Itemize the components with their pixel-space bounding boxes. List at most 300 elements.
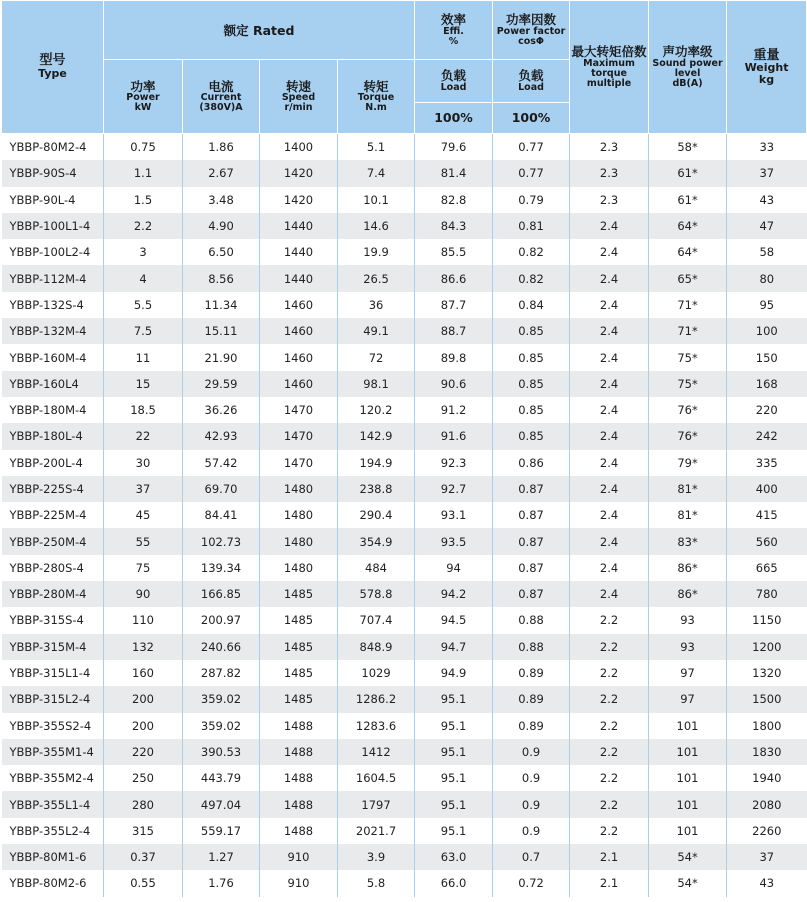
cell-current: 6.50 (183, 239, 260, 265)
cell-max-torque: 2.2 (570, 713, 649, 739)
table-row (2, 870, 807, 896)
cell-sound-power: 83* (649, 528, 727, 554)
cell-sound-power: 93 (649, 634, 727, 660)
header-power: 功率 Power kW (104, 60, 183, 134)
cell-efficiency: 63.0 (415, 844, 493, 870)
cell-max-torque: 2.4 (570, 397, 649, 423)
table-row (2, 607, 807, 633)
cell-current: 102.73 (183, 528, 260, 554)
cell-sound-power: 54* (649, 870, 727, 896)
cell-speed: 1460 (260, 318, 338, 344)
cell-sound-power: 76* (649, 423, 727, 449)
cell-efficiency: 95.1 (415, 713, 493, 739)
cell-type: YBBP-90S-4 (2, 160, 104, 186)
cell-type: YBBP-250M-4 (2, 528, 104, 554)
cell-power: 45 (104, 502, 183, 528)
cell-power-factor: 0.9 (493, 739, 570, 765)
cell-type: YBBP-225M-4 (2, 502, 104, 528)
cell-type: YBBP-132S-4 (2, 292, 104, 318)
cell-weight: 1940 (727, 765, 807, 791)
cell-power: 160 (104, 660, 183, 686)
cell-power: 7.5 (104, 318, 183, 344)
cell-max-torque: 2.4 (570, 265, 649, 291)
cell-max-torque: 2.4 (570, 528, 649, 554)
cell-type: YBBP-315L2-4 (2, 686, 104, 712)
cell-max-torque: 2.1 (570, 870, 649, 896)
cell-current: 84.41 (183, 502, 260, 528)
cell-weight: 1500 (727, 686, 807, 712)
table-row (2, 686, 807, 712)
cell-weight: 335 (727, 450, 807, 476)
cell-weight: 95 (727, 292, 807, 318)
cell-current: 15.11 (183, 318, 260, 344)
cell-weight: 100 (727, 318, 807, 344)
cell-efficiency: 95.1 (415, 791, 493, 817)
cell-power: 55 (104, 528, 183, 554)
cell-sound-power: 61* (649, 187, 727, 213)
cell-power-factor: 0.87 (493, 555, 570, 581)
cell-power-factor: 0.9 (493, 791, 570, 817)
cell-sound-power: 54* (649, 844, 727, 870)
cell-current: 36.26 (183, 397, 260, 423)
cell-speed: 1480 (260, 528, 338, 554)
cell-type: YBBP-80M2-6 (2, 870, 104, 896)
cell-weight: 1200 (727, 634, 807, 660)
cell-efficiency: 91.2 (415, 397, 493, 423)
cell-power-factor: 0.87 (493, 528, 570, 554)
cell-sound-power: 75* (649, 344, 727, 370)
cell-torque: 142.9 (338, 423, 415, 449)
cell-efficiency: 82.8 (415, 187, 493, 213)
table-row (2, 739, 807, 765)
motor-spec-table (1, 0, 807, 897)
cell-weight: 1800 (727, 713, 807, 739)
cell-torque: 848.9 (338, 634, 415, 660)
cell-current: 8.56 (183, 265, 260, 291)
cell-max-torque: 2.3 (570, 134, 649, 161)
cell-efficiency: 66.0 (415, 870, 493, 896)
cell-power-factor: 0.79 (493, 187, 570, 213)
cell-power: 0.55 (104, 870, 183, 896)
cell-efficiency: 79.6 (415, 134, 493, 161)
cell-speed: 1480 (260, 502, 338, 528)
cell-type: YBBP-355M1-4 (2, 739, 104, 765)
cell-weight: 665 (727, 555, 807, 581)
cell-max-torque: 2.4 (570, 423, 649, 449)
cell-speed: 910 (260, 870, 338, 896)
cell-max-torque: 2.2 (570, 739, 649, 765)
table-row (2, 791, 807, 817)
cell-efficiency: 86.6 (415, 265, 493, 291)
header-efficiency: 效率 Effi. % (415, 1, 493, 60)
table-row (2, 450, 807, 476)
cell-power: 11 (104, 344, 183, 370)
cell-efficiency: 87.7 (415, 292, 493, 318)
cell-weight: 1150 (727, 607, 807, 633)
cell-weight: 43 (727, 870, 807, 896)
header-type: 型号 Type (2, 1, 104, 134)
cell-weight: 242 (727, 423, 807, 449)
cell-current: 1.76 (183, 870, 260, 896)
cell-sound-power: 101 (649, 739, 727, 765)
cell-weight: 560 (727, 528, 807, 554)
cell-torque: 10.1 (338, 187, 415, 213)
cell-torque: 238.8 (338, 476, 415, 502)
cell-efficiency: 95.1 (415, 739, 493, 765)
cell-efficiency: 90.6 (415, 371, 493, 397)
cell-speed: 1488 (260, 765, 338, 791)
cell-torque: 1797 (338, 791, 415, 817)
cell-max-torque: 2.4 (570, 450, 649, 476)
cell-efficiency: 84.3 (415, 213, 493, 239)
cell-current: 139.34 (183, 555, 260, 581)
cell-power: 18.5 (104, 397, 183, 423)
cell-power: 132 (104, 634, 183, 660)
cell-speed: 1460 (260, 344, 338, 370)
cell-type: YBBP-355L2-4 (2, 818, 104, 844)
cell-torque: 7.4 (338, 160, 415, 186)
cell-speed: 1440 (260, 213, 338, 239)
cell-power-factor: 0.85 (493, 397, 570, 423)
header-max-torque: 最大转矩倍数 Maximum torque multiple (570, 1, 649, 134)
cell-power-factor: 0.9 (493, 818, 570, 844)
table-row (2, 423, 807, 449)
cell-sound-power: 101 (649, 818, 727, 844)
cell-torque: 2021.7 (338, 818, 415, 844)
cell-speed: 1440 (260, 265, 338, 291)
cell-sound-power: 65* (649, 265, 727, 291)
table-row (2, 713, 807, 739)
table-row (2, 555, 807, 581)
cell-type: YBBP-355M2-4 (2, 765, 104, 791)
cell-current: 287.82 (183, 660, 260, 686)
cell-type: YBBP-100L2-4 (2, 239, 104, 265)
cell-type: YBBP-160M-4 (2, 344, 104, 370)
cell-speed: 1485 (260, 660, 338, 686)
cell-current: 57.42 (183, 450, 260, 476)
cell-power: 0.37 (104, 844, 183, 870)
cell-speed: 1470 (260, 397, 338, 423)
table-row (2, 765, 807, 791)
cell-type: YBBP-355S2-4 (2, 713, 104, 739)
cell-speed: 1485 (260, 686, 338, 712)
cell-power: 75 (104, 555, 183, 581)
cell-power-factor: 0.77 (493, 134, 570, 161)
cell-efficiency: 94.5 (415, 607, 493, 633)
cell-current: 240.66 (183, 634, 260, 660)
header-torque: 转矩 Torque N.m (338, 60, 415, 134)
cell-current: 69.70 (183, 476, 260, 502)
table-row (2, 134, 807, 161)
cell-power: 250 (104, 765, 183, 791)
cell-efficiency: 93.5 (415, 528, 493, 554)
cell-speed: 1488 (260, 713, 338, 739)
cell-torque: 120.2 (338, 397, 415, 423)
cell-type: YBBP-160L4 (2, 371, 104, 397)
header-sound-power: 声功率级 Sound power level dB(A) (649, 1, 727, 134)
table-row (2, 476, 807, 502)
header-speed: 转速 Speed r/min (260, 60, 338, 134)
cell-sound-power: 75* (649, 371, 727, 397)
cell-current: 359.02 (183, 713, 260, 739)
cell-current: 2.67 (183, 160, 260, 186)
cell-max-torque: 2.3 (570, 187, 649, 213)
cell-type: YBBP-225S-4 (2, 476, 104, 502)
cell-speed: 1460 (260, 371, 338, 397)
cell-torque: 1029 (338, 660, 415, 686)
cell-torque: 3.9 (338, 844, 415, 870)
cell-current: 1.86 (183, 134, 260, 161)
cell-current: 200.97 (183, 607, 260, 633)
header-current: 电流 Current (380V)A (183, 60, 260, 134)
cell-power: 0.75 (104, 134, 183, 161)
cell-power: 1.5 (104, 187, 183, 213)
cell-power-factor: 0.72 (493, 870, 570, 896)
cell-speed: 1488 (260, 791, 338, 817)
cell-torque: 5.1 (338, 134, 415, 161)
cell-sound-power: 86* (649, 581, 727, 607)
cell-torque: 72 (338, 344, 415, 370)
cell-efficiency: 95.1 (415, 818, 493, 844)
table-row (2, 160, 807, 186)
cell-power-factor: 0.86 (493, 450, 570, 476)
cell-sound-power: 81* (649, 502, 727, 528)
cell-current: 443.79 (183, 765, 260, 791)
cell-sound-power: 71* (649, 292, 727, 318)
cell-power: 15 (104, 371, 183, 397)
table-row (2, 818, 807, 844)
cell-efficiency: 94 (415, 555, 493, 581)
cell-speed: 1480 (260, 476, 338, 502)
cell-efficiency: 95.1 (415, 686, 493, 712)
table-row (2, 292, 807, 318)
cell-max-torque: 2.4 (570, 292, 649, 318)
cell-power: 30 (104, 450, 183, 476)
cell-efficiency: 95.1 (415, 765, 493, 791)
cell-weight: 37 (727, 160, 807, 186)
cell-power: 315 (104, 818, 183, 844)
cell-power-factor: 0.89 (493, 713, 570, 739)
cell-type: YBBP-315M-4 (2, 634, 104, 660)
cell-speed: 910 (260, 844, 338, 870)
cell-max-torque: 2.4 (570, 476, 649, 502)
table-header (2, 1, 807, 134)
cell-sound-power: 97 (649, 660, 727, 686)
cell-efficiency: 94.9 (415, 660, 493, 686)
cell-weight: 33 (727, 134, 807, 161)
cell-max-torque: 2.2 (570, 791, 649, 817)
cell-torque: 14.6 (338, 213, 415, 239)
table-row (2, 265, 807, 291)
cell-torque: 354.9 (338, 528, 415, 554)
cell-sound-power: 64* (649, 213, 727, 239)
cell-efficiency: 94.7 (415, 634, 493, 660)
cell-power: 280 (104, 791, 183, 817)
cell-speed: 1420 (260, 160, 338, 186)
cell-max-torque: 2.2 (570, 607, 649, 633)
cell-speed: 1470 (260, 450, 338, 476)
cell-current: 166.85 (183, 581, 260, 607)
table-row (2, 660, 807, 686)
cell-type: YBBP-280S-4 (2, 555, 104, 581)
cell-power: 90 (104, 581, 183, 607)
cell-power-factor: 0.9 (493, 765, 570, 791)
cell-power-factor: 0.85 (493, 318, 570, 344)
header-power-factor: 功率因数 Power factor cosΦ (493, 1, 570, 60)
cell-sound-power: 101 (649, 765, 727, 791)
cell-efficiency: 85.5 (415, 239, 493, 265)
cell-power: 200 (104, 686, 183, 712)
cell-max-torque: 2.2 (570, 765, 649, 791)
cell-power-factor: 0.84 (493, 292, 570, 318)
cell-max-torque: 2.2 (570, 818, 649, 844)
cell-sound-power: 76* (649, 397, 727, 423)
cell-sound-power: 81* (649, 476, 727, 502)
cell-sound-power: 97 (649, 686, 727, 712)
cell-current: 559.17 (183, 818, 260, 844)
table-row (2, 397, 807, 423)
cell-torque: 194.9 (338, 450, 415, 476)
cell-current: 4.90 (183, 213, 260, 239)
cell-current: 3.48 (183, 187, 260, 213)
cell-max-torque: 2.4 (570, 344, 649, 370)
cell-power-factor: 0.89 (493, 686, 570, 712)
cell-weight: 2080 (727, 791, 807, 817)
cell-power: 2.2 (104, 213, 183, 239)
cell-efficiency: 92.7 (415, 476, 493, 502)
cell-weight: 1320 (727, 660, 807, 686)
cell-speed: 1440 (260, 239, 338, 265)
table-row (2, 239, 807, 265)
cell-efficiency: 81.4 (415, 160, 493, 186)
cell-weight: 415 (727, 502, 807, 528)
cell-current: 359.02 (183, 686, 260, 712)
header-power-factor-load: 负载 Load (493, 60, 570, 103)
cell-type: YBBP-315S-4 (2, 607, 104, 633)
cell-sound-power: 64* (649, 239, 727, 265)
cell-power: 37 (104, 476, 183, 502)
cell-current: 29.59 (183, 371, 260, 397)
table-row (2, 634, 807, 660)
cell-power-factor: 0.87 (493, 502, 570, 528)
cell-efficiency: 94.2 (415, 581, 493, 607)
cell-max-torque: 2.4 (570, 371, 649, 397)
table-row (2, 581, 807, 607)
cell-power-factor: 0.88 (493, 607, 570, 633)
cell-power-factor: 0.87 (493, 581, 570, 607)
cell-sound-power: 101 (649, 713, 727, 739)
cell-weight: 220 (727, 397, 807, 423)
cell-efficiency: 91.6 (415, 423, 493, 449)
cell-efficiency: 88.7 (415, 318, 493, 344)
cell-type: YBBP-200L-4 (2, 450, 104, 476)
cell-sound-power: 61* (649, 160, 727, 186)
cell-type: YBBP-132M-4 (2, 318, 104, 344)
cell-sound-power: 101 (649, 791, 727, 817)
cell-torque: 1286.2 (338, 686, 415, 712)
cell-torque: 19.9 (338, 239, 415, 265)
table-row (2, 318, 807, 344)
cell-torque: 26.5 (338, 265, 415, 291)
table-body (2, 134, 807, 897)
cell-torque: 1412 (338, 739, 415, 765)
cell-weight: 80 (727, 265, 807, 291)
cell-power: 110 (104, 607, 183, 633)
cell-power-factor: 0.85 (493, 344, 570, 370)
cell-type: YBBP-90L-4 (2, 187, 104, 213)
cell-type: YBBP-112M-4 (2, 265, 104, 291)
cell-power-factor: 0.82 (493, 265, 570, 291)
cell-speed: 1485 (260, 581, 338, 607)
cell-weight: 400 (727, 476, 807, 502)
cell-torque: 290.4 (338, 502, 415, 528)
table-row (2, 502, 807, 528)
table-row (2, 213, 807, 239)
cell-max-torque: 2.4 (570, 213, 649, 239)
cell-sound-power: 79* (649, 450, 727, 476)
cell-speed: 1488 (260, 818, 338, 844)
cell-speed: 1488 (260, 739, 338, 765)
cell-power: 1.1 (104, 160, 183, 186)
cell-power: 22 (104, 423, 183, 449)
cell-weight: 150 (727, 344, 807, 370)
cell-max-torque: 2.2 (570, 634, 649, 660)
cell-speed: 1470 (260, 423, 338, 449)
header-efficiency-100: 100% (415, 103, 493, 134)
cell-weight: 37 (727, 844, 807, 870)
cell-weight: 43 (727, 187, 807, 213)
cell-torque: 707.4 (338, 607, 415, 633)
cell-type: YBBP-355L1-4 (2, 791, 104, 817)
cell-type: YBBP-180M-4 (2, 397, 104, 423)
header-weight: 重量 Weight kg (727, 1, 807, 134)
cell-weight: 2260 (727, 818, 807, 844)
cell-weight: 1830 (727, 739, 807, 765)
cell-current: 21.90 (183, 344, 260, 370)
cell-current: 42.93 (183, 423, 260, 449)
table-row (2, 844, 807, 870)
cell-max-torque: 2.4 (570, 581, 649, 607)
table-row (2, 528, 807, 554)
cell-speed: 1460 (260, 292, 338, 318)
cell-torque: 98.1 (338, 371, 415, 397)
table-row (2, 187, 807, 213)
cell-sound-power: 86* (649, 555, 727, 581)
cell-efficiency: 92.3 (415, 450, 493, 476)
cell-max-torque: 2.4 (570, 318, 649, 344)
cell-current: 497.04 (183, 791, 260, 817)
cell-torque: 578.8 (338, 581, 415, 607)
cell-torque: 484 (338, 555, 415, 581)
cell-type: YBBP-80M1-6 (2, 844, 104, 870)
cell-torque: 5.8 (338, 870, 415, 896)
cell-type: YBBP-280M-4 (2, 581, 104, 607)
cell-power: 200 (104, 713, 183, 739)
header-power-factor-100: 100% (493, 103, 570, 134)
cell-sound-power: 58* (649, 134, 727, 161)
cell-sound-power: 71* (649, 318, 727, 344)
cell-speed: 1420 (260, 187, 338, 213)
cell-power: 3 (104, 239, 183, 265)
cell-max-torque: 2.1 (570, 844, 649, 870)
cell-weight: 58 (727, 239, 807, 265)
cell-torque: 36 (338, 292, 415, 318)
cell-torque: 1604.5 (338, 765, 415, 791)
cell-type: YBBP-315L1-4 (2, 660, 104, 686)
cell-speed: 1485 (260, 634, 338, 660)
header-rated: 额定 Rated (104, 1, 415, 60)
cell-power-factor: 0.81 (493, 213, 570, 239)
